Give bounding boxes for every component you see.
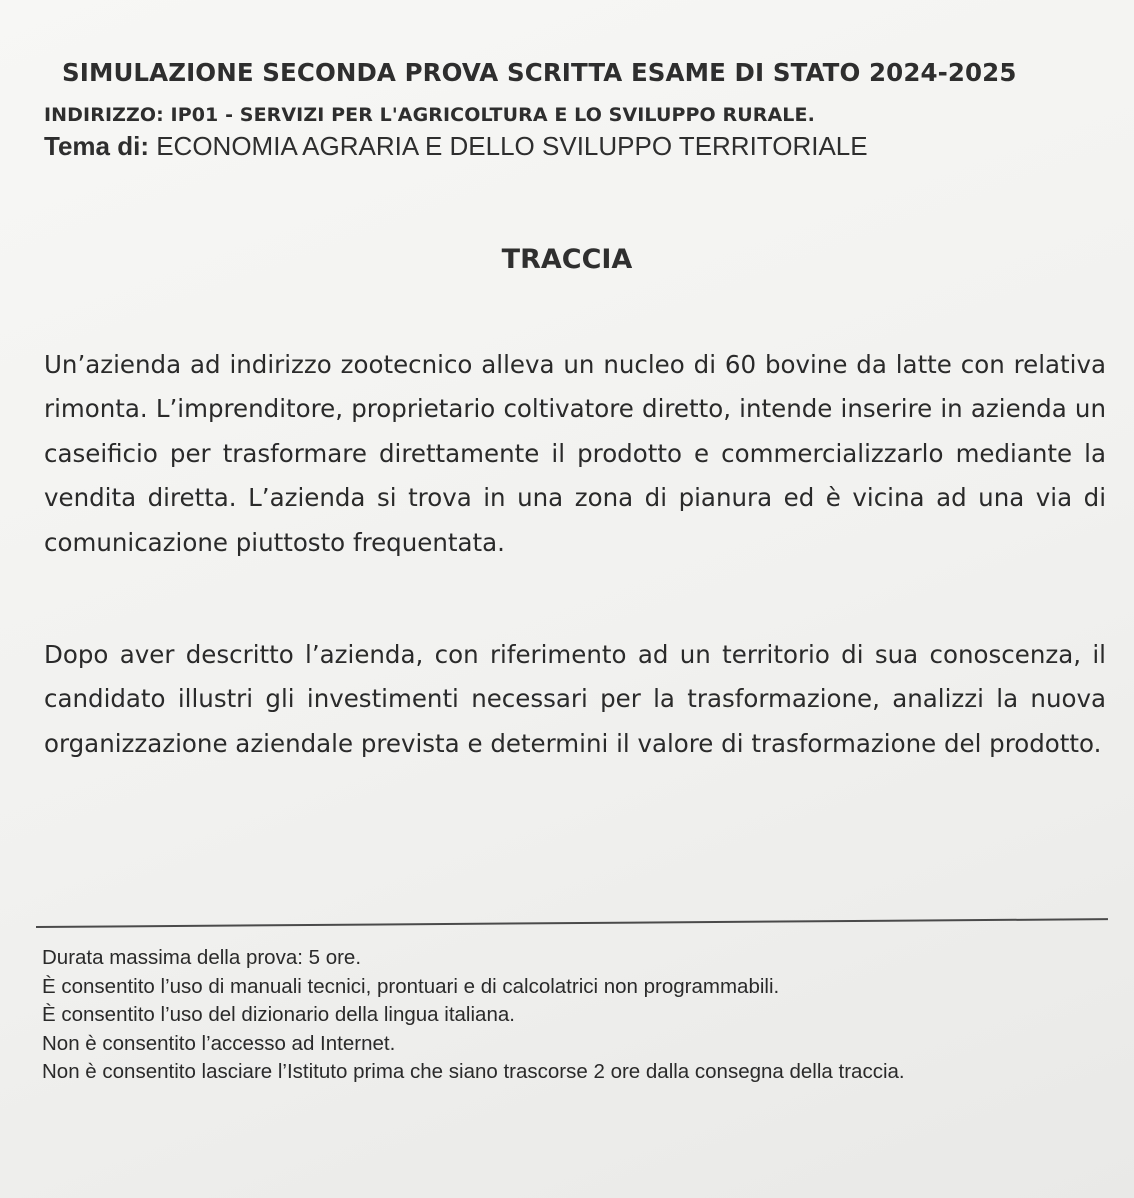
rule-item: È consentito l’uso del dizionario della lingua italiana.	[42, 1003, 515, 1027]
assignment-paragraph: Dopo aver descritto l’azienda, con riferimento ad un territorio di sua conoscenza, il candidato illustri gli investimenti necessari per la trasformazione, analizzi la nuova organizzazione aziendale prevista e determini il valore di trasformazione del prodotto.	[44, 639, 1106, 758]
exam-subject	[44, 131, 868, 162]
rule-item: È consentito l’uso di manuali tecnici, prontuari e di calcolatrici non programmabili.	[42, 974, 780, 998]
assignment-paragraph: Un’azienda ad indirizzo zootecnico alleva un nucleo di 60 bovine da latte con relativa rimonta. L’imprenditore, proprietario coltivatore diretto, intende inserire in azienda un caseificio per trasformare direttamente il prodotto e commercializzarlo mediante la vendita diretta. L’azienda si trova in una zona di pianura ed è vicina ad una via di comunicazione piuttosto frequentata.	[44, 349, 1106, 557]
subject-label: Tema di:	[44, 131, 149, 161]
rule-item: Durata massima della prova: 5 ore.	[42, 946, 362, 969]
subject-value: ECONOMIA AGRARIA E DELLO SVILUPPO TERRITORIALE	[156, 131, 868, 161]
exam-rules	[42, 944, 905, 1087]
section-title: TRACCIA	[501, 244, 633, 275]
exam-title: SIMULAZIONE SECONDA PROVA SCRITTA ESAME DI STATO 2024-2025	[62, 58, 1017, 87]
divider	[36, 918, 1108, 928]
exam-indirizzo: INDIRIZZO: IP01 - SERVIZI PER L'AGRICOLTURA E LO SVILUPPO RURALE.	[44, 104, 815, 126]
rule-item: Non è consentito lasciare l’Istituto prima che siano trascorse 2 ore dalla consegna della traccia.	[42, 1060, 905, 1084]
rule-item: Non è consentito l’accesso ad Internet.	[42, 1031, 396, 1055]
